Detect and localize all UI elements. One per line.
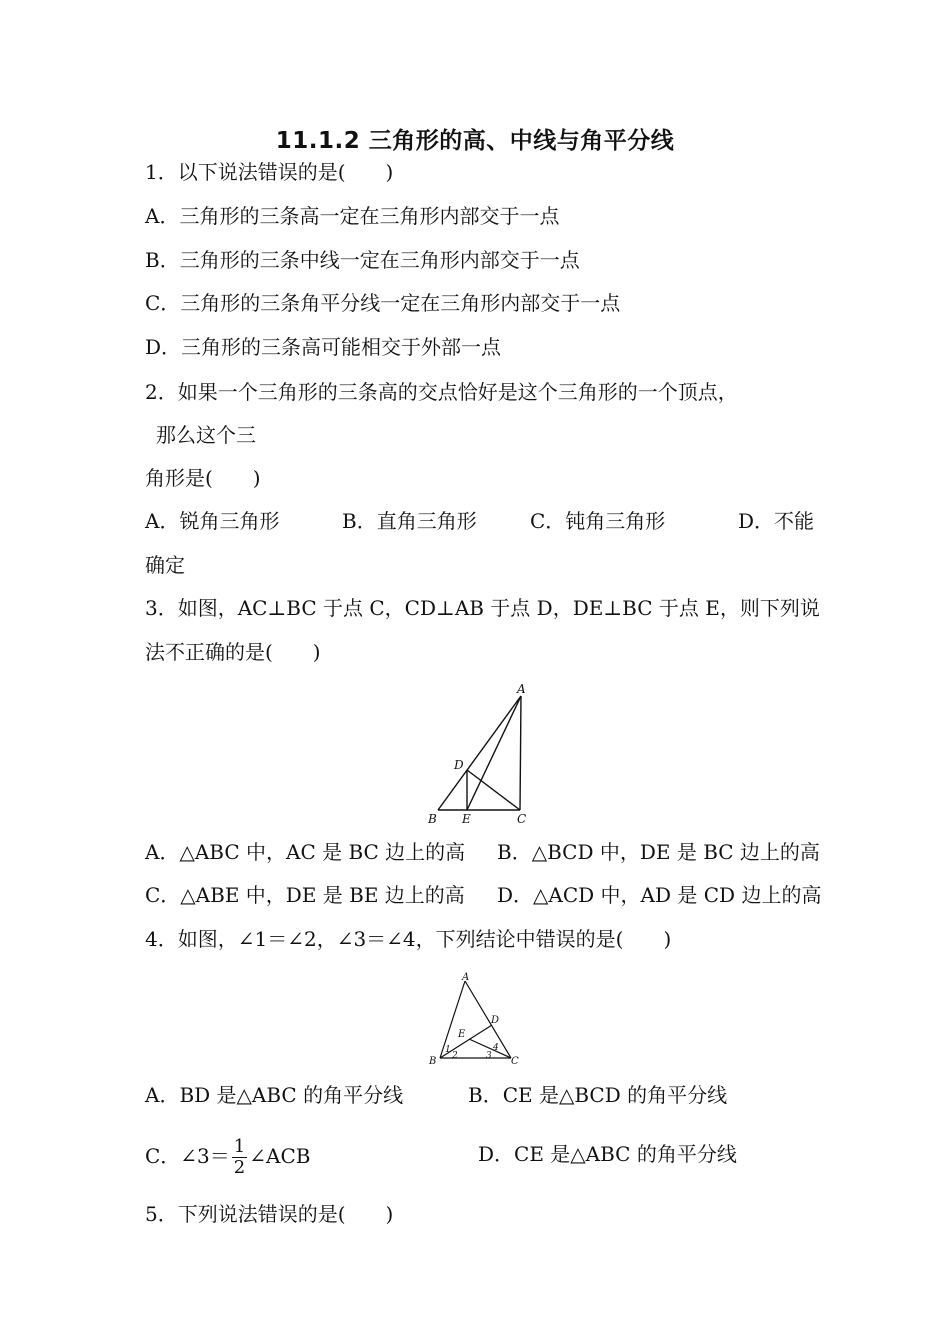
q2-stem-line1: 2．如果一个三角形的三条高的交点恰好是这个三角形的一个顶点， (145, 380, 738, 404)
q2-option-c: C．钝角三角形 (530, 509, 666, 533)
q4-option-d: D．CE 是△ABC 的角平分线 (478, 1142, 737, 1166)
q2-stem-line2: 那么这个三 (156, 423, 256, 447)
q4-option-c (145, 1126, 310, 1186)
q3-stem-line2: 法不正确的是( ) (145, 640, 321, 664)
q4-segment-ac (465, 981, 511, 1058)
q3-label-d: D (454, 758, 464, 772)
q3-segment-cd (467, 770, 520, 810)
q3-figure (420, 680, 540, 825)
q4-angle-1: 1 (445, 1045, 451, 1055)
q4-angle-4: 4 (493, 1043, 499, 1053)
q4-option-c-prefix: C．∠3＝ (145, 1144, 230, 1168)
q3-label-e: E (462, 812, 471, 825)
q4-option-b: B．CE 是△BCD 的角平分线 (468, 1083, 728, 1107)
q2-option-b: B．直角三角形 (342, 509, 477, 533)
q4-label-d: D (491, 1015, 500, 1026)
q3-label-b: B (428, 812, 437, 825)
q3-option-c: C．△ABE 中，DE 是 BE 边上的高 (145, 883, 465, 907)
q4-label-b: B (429, 1056, 437, 1066)
q1-stem: 1．以下说法错误的是( ) (145, 160, 394, 184)
q3-segment-ab (438, 696, 521, 810)
q4-figure (425, 970, 525, 1066)
q2-option-a: A．锐角三角形 (145, 509, 280, 533)
q1-option-d: D．三角形的三条高可能相交于外部一点 (145, 335, 502, 359)
q4-stem: 4．如图，∠1＝∠2，∠3＝∠4，下列结论中错误的是( ) (145, 927, 672, 951)
q2-option-d-cont: 确定 (145, 553, 185, 577)
q3-label-a: A (517, 682, 526, 696)
q4-option-c-fraction (232, 1137, 247, 1178)
q4-option-c-suffix: ∠ACB (249, 1144, 311, 1168)
q4-angle-2: 2 (452, 1051, 458, 1061)
q3-stem-line1: 3．如图，AC⊥BC 于点 C，CD⊥AB 于点 D，DE⊥BC 于点 E，则下列说 (145, 596, 820, 620)
page-title: 11.1.2 三角形的高、中线与角平分线 (275, 128, 675, 154)
q1-option-a: A．三角形的三条高一定在三角形内部交于一点 (145, 204, 560, 228)
q4-option-c-numerator: 1 (233, 1136, 246, 1157)
q4-label-c: C (511, 1056, 519, 1066)
q4-option-a: A．BD 是△ABC 的角平分线 (145, 1083, 404, 1107)
q5-stem: 5．下列说法错误的是( ) (145, 1202, 394, 1226)
q1-option-b: B．三角形的三条中线一定在三角形内部交于一点 (145, 248, 580, 272)
q4-label-e: E (458, 1029, 466, 1040)
q3-option-a: A．△ABC 中，AC 是 BC 边上的高 (145, 840, 466, 864)
q3-option-b: B．△BCD 中，DE 是 BC 边上的高 (497, 840, 820, 864)
q4-option-c-denominator: 2 (233, 1157, 246, 1178)
q4-label-a: A (462, 972, 470, 983)
q4-angle-3: 3 (486, 1051, 492, 1061)
q3-segment-ae (467, 696, 521, 810)
q2-stem-line3: 角形是( ) (145, 466, 261, 490)
q3-label-c: C (517, 812, 527, 825)
q4-segment-ab (440, 981, 465, 1058)
q3-option-d: D．△ACD 中，AD 是 CD 边上的高 (497, 883, 822, 907)
q2-option-d: D．不能 (738, 509, 815, 533)
q3-segment-ac (520, 696, 521, 810)
q1-option-c: C．三角形的三条角平分线一定在三角形内部交于一点 (145, 291, 621, 315)
